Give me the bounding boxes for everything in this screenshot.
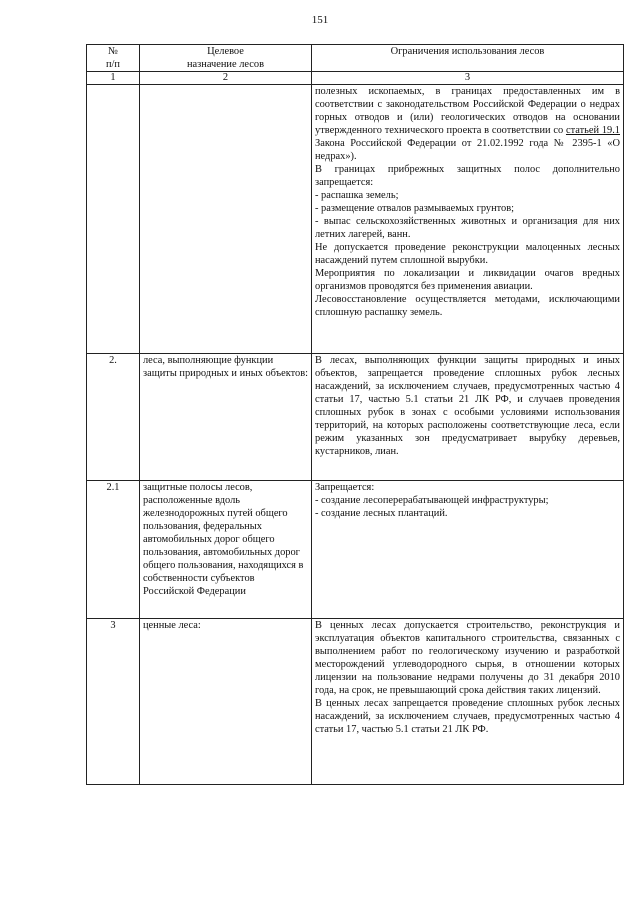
restriction-paragraph: - создание лесоперерабатывающей инфраструктуры; <box>315 495 549 506</box>
article-reference-link: статьей 19.1 <box>565 125 620 136</box>
table-row <box>87 354 624 481</box>
column-numbers-row <box>87 72 624 85</box>
header-number <box>87 45 140 72</box>
restriction-paragraph: Не допускается проведение реконструкции малоценных лесных насаждений путем сплошной вырубки. <box>315 242 620 266</box>
restriction-paragraph: Мероприятия по локализации и ликвидации очагов вредных организмов проводятся без применения авиации. <box>315 268 620 292</box>
purpose-text: защитные полосы лесов, расположенные вдоль железнодорожных путей общего пользования, федеральных автомобильных дорог общего пользования, автомобильных дорог общего пользования, находящихся в собственности субъектов Российской Федерации <box>143 482 304 597</box>
header-number-line1: № <box>108 46 118 57</box>
restriction-paragraph: В границах прибрежных защитных полос дополнительно запрещается: <box>315 164 620 188</box>
table-row <box>87 85 624 354</box>
row-purpose <box>140 85 312 354</box>
restriction-paragraph: Лесовосстановление осуществляется методами, исключающими сплошную распашку земель. <box>315 294 620 318</box>
restriction-paragraph: В ценных лесах запрещается проведение сплошных рубок лесных насаждений, за исключением случаев, предусмотренных частью 4 статьи 17, частью 5.1 статьи 21 ЛК РФ. <box>315 698 620 735</box>
column-number-2: 2 <box>140 72 312 85</box>
restriction-paragraph: В ценных лесах допускается строительство, реконструкция и эксплуатация объектов капитального строительства, связанных с выполнением работ по геологическому изучению и разработкой месторождений углеводородного сырья, в отношении которых лицензии на пользование недрами получены до 31 декабря 2010 года, на срок, не превышающий срока действия таких лицензий. <box>315 620 620 696</box>
table-row <box>87 619 624 785</box>
row-number: 2. <box>87 354 140 481</box>
row-purpose <box>140 354 312 481</box>
header-restrictions: Ограничения использования лесов <box>312 45 624 72</box>
table-row <box>87 481 624 619</box>
restriction-paragraph: - создание лесных плантаций. <box>315 508 448 519</box>
restriction-paragraph: - размещение отвалов размываемых грунтов; <box>315 203 515 214</box>
purpose-text: леса, выполняющие функции защиты природных и иных объектов: <box>143 355 308 379</box>
row-number: 2.1 <box>87 481 140 619</box>
header-number-line2: п/п <box>105 59 120 70</box>
header-purpose-line1: Целевое <box>207 46 244 57</box>
column-number-3: 3 <box>312 72 624 85</box>
row-restrictions <box>312 481 624 619</box>
restriction-paragraph: - распашка земель; <box>315 190 399 201</box>
table-header-row <box>87 45 624 72</box>
restriction-paragraph: В лесах, выполняющих функции защиты природных и иных объектов, запрещается проведение сплошных рубок лесных насаждений, за исключением случаев, предусмотренных частью 4 статьи 17, частью 5.1 статьи 21 ЛК РФ, и случаев проведения сплошных рубок в зонах с особыми условиями использования территорий, на которых расположены соответствующие леса, если режим указанных зон предусматривает вырубку деревьев, кустарников, лиан. <box>315 355 620 457</box>
restriction-paragraph: Запрещается: <box>315 482 375 493</box>
row-restrictions <box>312 85 624 354</box>
row-restrictions <box>312 619 624 785</box>
purpose-text: ценные леса: <box>143 620 201 631</box>
header-purpose <box>140 45 312 72</box>
column-number-1: 1 <box>87 72 140 85</box>
row-purpose <box>140 619 312 785</box>
restriction-paragraph: полезных ископаемых, в границах предоставленных им в соответствии с законодательством Российской Федерации о недрах горных отводов и (или) геологических отводов на основании утвержденного технического проекта в соответствии со статьей 19.1 Закона Российской Федерации от 21.02.1992 года № 2395-1 «О недрах»). <box>315 86 620 162</box>
row-number: 3 <box>87 619 140 785</box>
header-purpose-line2: назначение лесов <box>187 59 264 70</box>
row-number <box>87 85 140 354</box>
forest-restrictions-table <box>86 44 624 785</box>
row-restrictions <box>312 354 624 481</box>
restriction-paragraph: - выпас сельскохозяйственных животных и организация для них летних лагерей, ванн. <box>315 216 620 240</box>
page-number: 151 <box>311 14 329 26</box>
row-purpose <box>140 481 312 619</box>
